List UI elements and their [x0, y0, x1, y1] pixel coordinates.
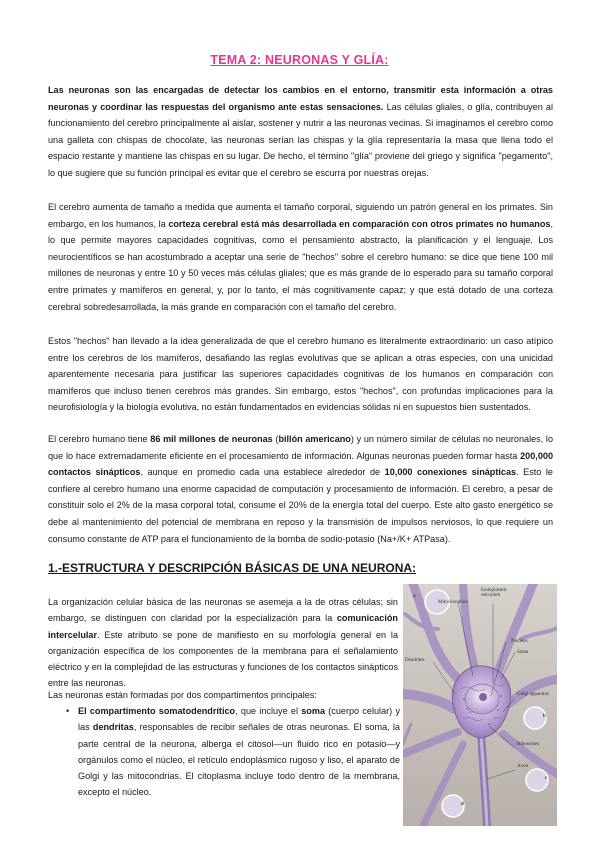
bullet-text [78, 703, 400, 801]
label-mitochondrion: Mitochondrion [438, 600, 468, 605]
label-ribosomes: Ribosomes [517, 742, 540, 747]
text-run: El cerebro humano tiene [48, 434, 151, 444]
bold-run: soma [301, 706, 326, 716]
text-run: . Esto le confiere al cerebro humano una enorme capacidad de computación y procesamiento de información. El cerebro, a pesar de constituir solo el 2% de la masa corporal total, consume el 20% de la energía total del cuerpo. Este alto gasto energético se debe al mantenimiento del potencial de membrana en reposo y la transmisión de impulsos nerviosos, lo que requiere un consumo constante de ATP para el funcionamiento de la bomba de sodio-potasio (Na+/K+ ATPasa). [48, 467, 553, 544]
bold-run: 10,000 conexiones sinápticas [384, 467, 517, 478]
label-golgi: Golgi apparatus [517, 692, 549, 697]
label-inset-b: b [543, 714, 546, 719]
text-run: ) y un número similar de células no neuronales, lo que lo hace extremadamente eficiente en el procesamiento de información. Algunas neuronas pueden formar hasta [48, 434, 554, 461]
text-run: , responsables de recibir señales de otras neuronas. El soma, la parte central de la neurona, alberga el citosol—un fluido rico en potasio—y orgánulos como el núcleo, el retículo endoplásmico rugoso y liso, el aparato de Golgi y las mitocondrias. El citoplasma incluye todo dentro de la membrana, excepto el núcleo. [78, 722, 400, 798]
label-endoplasmic-reticulum: Endoplasmic reticulum [481, 588, 508, 598]
bold-run: dendritas [92, 722, 134, 733]
text-run: , que incluye el [235, 706, 302, 716]
bold-run: billón americano [278, 434, 351, 444]
intro-paragraph [48, 82, 553, 182]
label-nucleus: Nucleus [511, 639, 528, 644]
neuron-drawing [403, 584, 557, 826]
label-axon: Axon [517, 764, 529, 769]
text-run: ( [272, 434, 279, 444]
label-inset-d: d [461, 802, 464, 807]
neuron-illustration [403, 584, 557, 826]
paragraph-organization [48, 594, 398, 692]
paragraph-brain-size [48, 199, 553, 315]
text-run: , lo que permite mayores capacidades cognitivas, como el pensamiento abstracto, la planificación y el lenguaje. Los neurocientíficos se han acostumbrado a aceptar una serie de "hechos" sobre el cerebro humano: se dice que tiene 100 mil millones de neuronas y entre 10 y 50 veces más células gliales; que es más grande de lo esperado para su tamaño corporal entre primates y mamíferos en general, y, por lo tanto, el más cognitivamente capaz; y que está dotado de una corteza cerebral sobredesarrollada, la más grande en comparación con el tamaño del cerebro. [48, 218, 553, 312]
text-run: (cuerpo celular) y las [78, 706, 401, 733]
label-dendrites: Dendrites [405, 658, 425, 663]
text-run: , aunque en promedio cada una establece alrededor de [140, 467, 385, 478]
bold-run: corteza cerebral está más desarrollada en comparación con otros primates no humanos [168, 218, 551, 229]
paragraph-neuron-count [48, 431, 553, 547]
section-heading: 1.-ESTRUCTURA Y DESCRIPCIÓN BÁSICAS DE UNA NEURONA: [48, 561, 417, 575]
text-run: El cerebro aumenta de tamaño a medida que aumenta el tamaño corporal, siguiendo un patrón general en los primates. Sin embargo, en los humanos, la [48, 202, 553, 229]
intro-bold: Las neuronas son las encargadas de detectar los cambios en el entorno, transmitir esta información a otras neuronas y coordinar las respuestas del organismo ante estas sensaciones. [48, 85, 553, 112]
text-run: La organización celular básica de las neuronas se asemeja a la de otras células; sin embargo, se distinguen con claridad por la especialización para la [48, 597, 398, 624]
page-title: TEMA 2: NEURONAS Y GLÍA: [210, 53, 389, 67]
bold-run: El compartimento somatodendrítico [78, 706, 236, 716]
bold-run: 86 mil millones de neuronas [150, 434, 273, 444]
text-run: . Este atributo se pone de manifiesto en su morfología general en la organización específica de los componentes de la membrana para el señalamiento eléctrico y en la complejidad de las estructuras y funciones de los contactos sinápticos entre las neuronas. [48, 629, 398, 689]
paragraph-compartments: Las neuronas están formadas por dos compartimentos principales: [48, 690, 317, 700]
label-inset-a: a [413, 594, 416, 599]
label-inset-c: c [545, 776, 548, 781]
bullet-icon: • [66, 706, 70, 716]
bold-run: 200,000 contactos sinápticos [48, 450, 553, 478]
label-soma: Soma [517, 650, 529, 655]
paragraph-facts: Estos "hechos" han llevado a la idea generalizada de que el cerebro humano es literalmente extraordinario: un caso atípico entre los cerebros de los mamíferos, desafiando las reglas evolutivas que se aplican a otras especies, con una unicidad aparentemente necesaria para justificar las superiores capacidades cognitivas de los humanos en comparación con mamíferos que incluso tienen cerebros más grandes. Sin embargo, estos "hechos", con profundas implicaciones para la neurofisiología y la biología evolutiva, no están fundamentados en evidencias sólidas ni en supuestos bien sustentados. [48, 336, 553, 413]
bold-run: comunicación intercelular [48, 613, 398, 640]
bullet-list-item [66, 703, 401, 801]
intro-text: Las células gliales, o glía, contribuyen al funcionamiento del cerebro principalmente al aislar, sostener y nutrir a las neuronas vecinas. Si imaginamos el cerebro como una galleta con chispas de chocolate, las neuronas serían las chispas y la glía representaría la masa que llena todo el espacio restante y mantiene las chispas en su lugar. De hecho, el término "glía" proviene del griego y significa "pegamento", lo que sugiere que su función principal es evitar que el cerebro se escurra por nuestras orejas. [48, 101, 553, 178]
